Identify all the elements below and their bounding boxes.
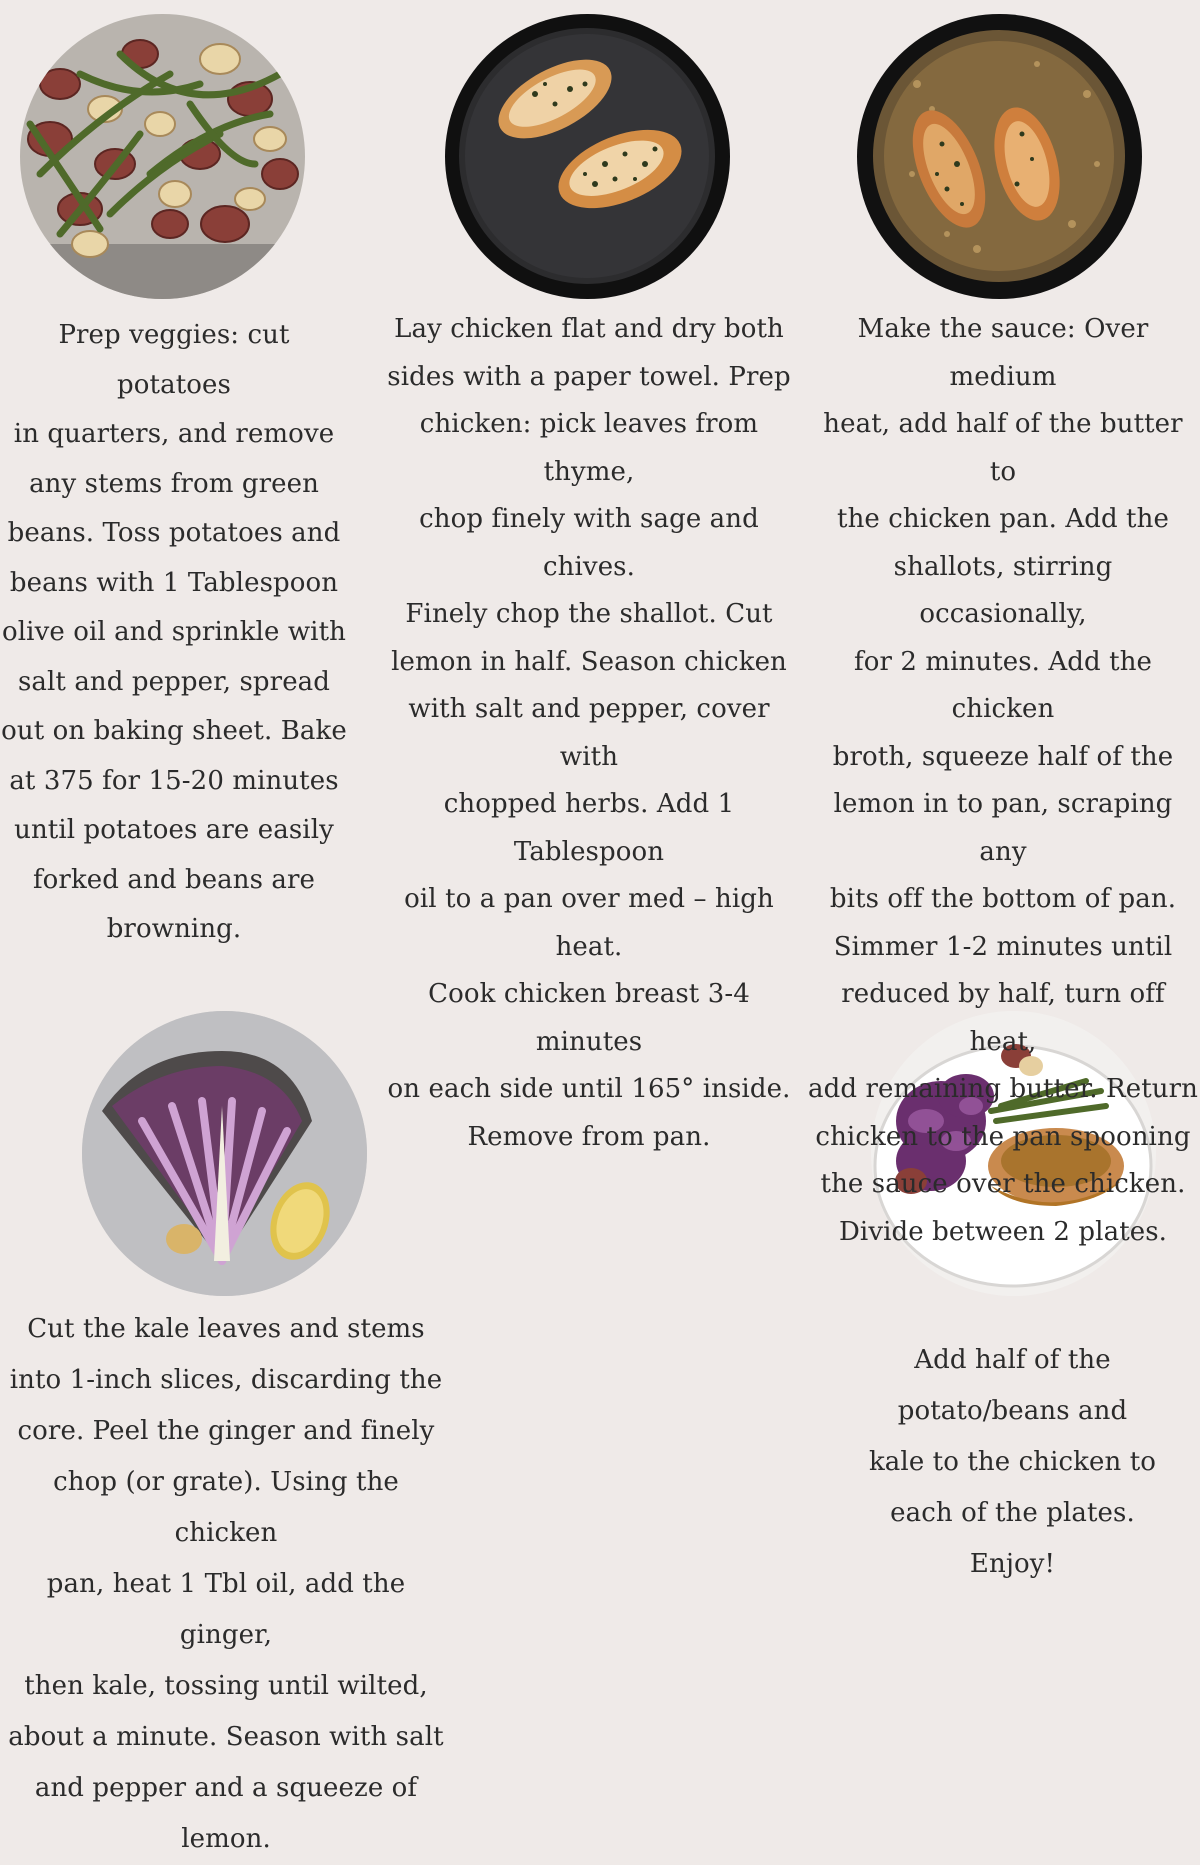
- step-cook-kale-text: Cut the kale leaves and stems into 1-inch slices, discarding the core. Peel the ginger and finely chop (or grate). Using the chicken pan, heat 1 Tbl oil, add the ginger, then kale, tossing until wilted, about a minute. Season with salt and pepper and a squeeze of lemon.: [8, 1314, 444, 1854]
- kale-ginger-lemon-photo: [82, 1011, 367, 1296]
- chicken-in-sauce-photo: [857, 14, 1142, 299]
- step-make-sauce-text: Make the sauce: Over medium heat, add half of the butter to the chicken pan. Add the shallots, stirring occasionally, for 2 minutes. Add the chicken broth, squeeze half of the lemon in to pan, scraping any bits off the bottom of pan. Simmer 1-2 minutes until reduced by half, turn off heat, add remaining butter. Return chicken to the pan spooning the sauce over the chicken. Divide between 2 plates.: [808, 314, 1198, 1247]
- step-plate-text: Add half of the potato/beans and kale to the chicken to each of the plates. Enjoy!: [868, 1345, 1157, 1579]
- potatoes-and-green-beans-photo: [20, 14, 305, 299]
- step-prep-veggies-text: Prep veggies: cut potatoes in quarters, and remove any stems from green beans. Toss potatoes and beans with 1 Tablespoon olive oil and sprinkle with salt and pepper, spread out on baking sheet. Bake at 375 for 15-20 minutes until potatoes are easily forked and beans are browning.: [1, 320, 347, 944]
- chicken-breasts-in-pan-photo: [445, 14, 730, 299]
- step-cook-chicken-text: Lay chicken flat and dry both sides with a paper towel. Prep chicken: pick leaves from thyme, chop finely with sage and chives. Finely chop the shallot. Cut lemon in half. Season chicken with salt and pepper, cover with chopped herbs. Add 1 Tablespoon oil to a pan over med – high heat. Cook chicken breast 3-4 minutes on each side until 165° inside. Remove from pan.: [387, 314, 791, 1152]
